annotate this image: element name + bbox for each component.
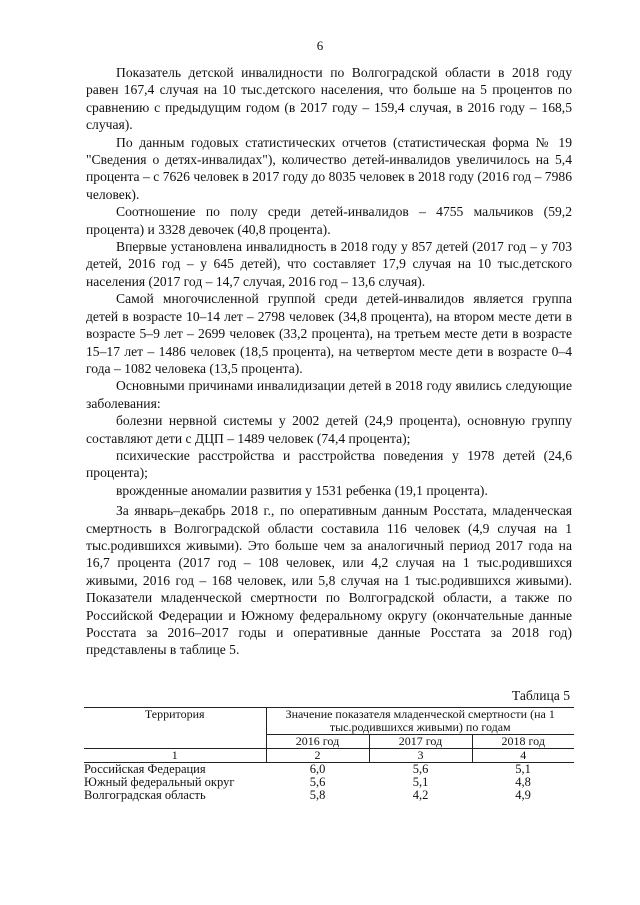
table-caption: Таблица 5 bbox=[511, 688, 570, 703]
header-year-2016: 2016 год bbox=[266, 735, 369, 749]
territory-name: Южный федеральный округ bbox=[84, 775, 235, 789]
column-number: 4 bbox=[472, 749, 574, 763]
page-number: 6 bbox=[316, 38, 324, 53]
header-year-2017: 2017 год bbox=[369, 735, 472, 749]
header-territory: Территория bbox=[84, 708, 266, 749]
paragraph-first-time-disability: Впервые установлена инвалидность в 2018 году у 857 детей (2017 год – у 703 детей, 2016 год – у 645 детей), что составляет 17,9 случая на 10 тыс.детского населения (2017 год – 14,7 случая, 2016 год – 13,6 случая). bbox=[86, 239, 572, 289]
value-cell: 5,8 bbox=[309, 788, 326, 802]
value-cell: 4,2 bbox=[412, 788, 429, 802]
value-cell: 5,1 bbox=[412, 775, 429, 789]
value-cell: 5,6 bbox=[412, 762, 429, 776]
paragraph-nervous-system: болезни нервной системы у 2002 детей (24,9 процента), основную группу составляют дети с ДЦП – 1489 человек (74,4 процента); bbox=[86, 413, 572, 446]
paragraph-infant-mortality: За январь–декабрь 2018 г., по оперативным данным Росстата, младенческая смертность в Волгоградской области составила 116 человек (4,9 случая на 1 тыс.родившихся живыми). Это больше чем за аналогичный период 2017 года на 16,7 процента (2017 год – 108 человек, или 4,2 случая на 1 тыс.родившихся живыми, 2016 год – 168 человек, или 5,8 случая на 1 тыс.родившихся живыми). Показатели младенческой смертности по Волгоградской области, а также по Российской Федерации и Южному федеральному округу (окончательные данные Росстата за 2016–2017 годы и оперативные данные Росстата за 2018 год) представлены в таблице 5. bbox=[86, 503, 572, 658]
territory-name: Российская Федерация bbox=[84, 762, 206, 776]
paragraph-main-causes: Основными причинами инвалидизации детей в 2018 году явились следующие заболевания: bbox=[86, 378, 572, 411]
document-body bbox=[86, 64, 572, 659]
value-cell: 4,9 bbox=[515, 788, 531, 802]
value-cell: 5,6 bbox=[309, 775, 326, 789]
value-cell: 4,8 bbox=[515, 775, 531, 789]
value-cell: 5,1 bbox=[515, 762, 531, 776]
value-cell: 6,0 bbox=[309, 762, 326, 776]
infant-mortality-table bbox=[84, 707, 574, 802]
paragraph-congenital-anomalies: врожденные аномалии развития у 1531 ребенка (19,1 процента). bbox=[116, 482, 488, 498]
territory-name: Волгоградская область bbox=[84, 788, 206, 802]
paragraph-annual-reports: По данным годовых статистических отчетов (статистическая форма № 19 "Сведения о детях-инвалидах"), количество детей-инвалидов увеличилось на 5,4 процента – с 7626 человек в 2017 году до 8035 человек в 2018 году (2016 год – 7986 человек). bbox=[86, 134, 572, 202]
paragraph-age-groups: Самой многочисленной группой среди детей-инвалидов является группа детей в возрасте 10–14 лет – 2798 человек (34,8 процента), на втором месте дети в возрасте 5–9 лет – 2699 человек (33,2 процента), на третьем месте дети в возрасте 15–17 лет – 1486 человек (18,5 процента), на четвертом месте дети в возрасте 0–4 года – 1082 человека (13,5 процента). bbox=[86, 291, 572, 376]
column-number: 2 bbox=[266, 749, 369, 763]
column-number: 1 bbox=[84, 749, 266, 763]
header-indicator-value: Значение показателя младенческой смертности (на 1 тыс.родившихся живыми) по годам bbox=[266, 708, 574, 735]
paragraph-child-disability-rate: Показатель детской инвалидности по Волгоградской области в 2018 году равен 167,4 случая на 10 тыс.детского населения, что больше на 5 процентов по сравнению с предыдущим годом (в 2017 году – 159,4 случая, в 2016 году – 168,5 случая). bbox=[86, 65, 572, 133]
column-number: 3 bbox=[369, 749, 472, 763]
table-row bbox=[84, 789, 574, 802]
paragraph-gender-ratio: Соотношение по полу среди детей-инвалидов – 4755 мальчиков (59,2 процента) и 3328 девочек (40,8 процента). bbox=[86, 204, 572, 237]
paragraph-mental-disorders: психические расстройства и расстройства поведения у 1978 детей (24,6 процента); bbox=[86, 447, 572, 481]
header-year-2018: 2018 год bbox=[472, 735, 574, 749]
table-row bbox=[84, 763, 574, 777]
